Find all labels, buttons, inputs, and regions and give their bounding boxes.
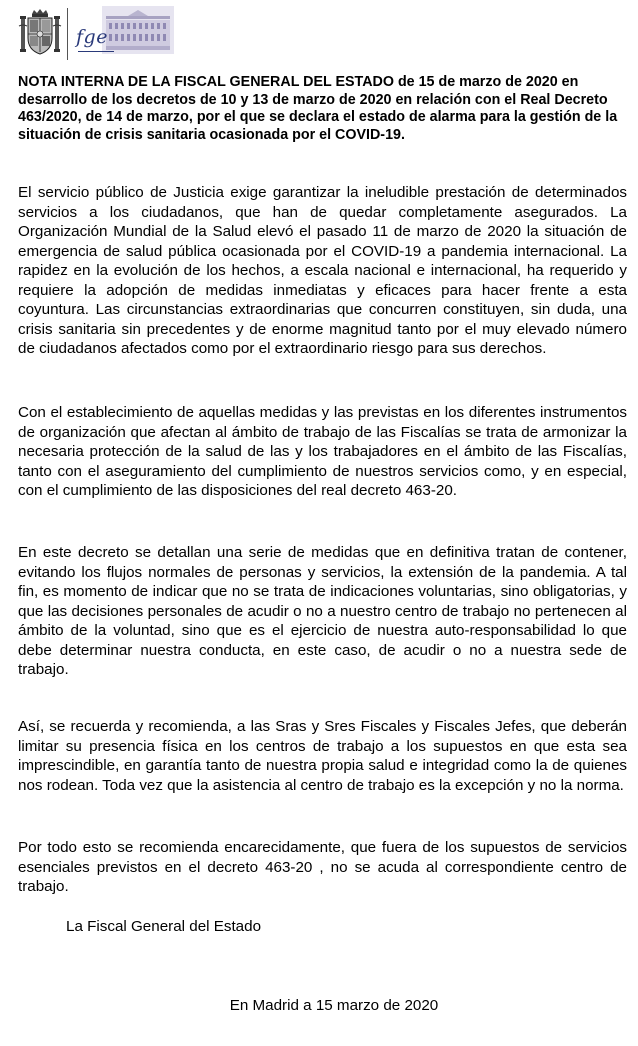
paragraph-1: El servicio público de Justicia exige garantizar la ineludible prestación de determinados servicios a los ciudadanos, que han de quedar completamente asegurados. La Organización Mundial de la Salud elevó el pasado 11 de marzo de 2020 la situación de emergencia de salud pública ocasionada por el COVID-19 a pandemia internacional. La rapidez en la evolución de los hechos, a escala nacional e internacional, ha requerido y requiere la adopción de medidas inmediatas y eficaces para hacer frente a esta coyuntura. Las circunstancias extraordinarias que concurren constituyen, sin duda, una crisis sanitaria sin precedentes y de enorme magnitud tanto por el muy elevado número de ciudadanos afectados como por el extraordinario riesgo para sus derechos.: [18, 184, 627, 357]
paragraph-3: En este decreto se detallan una serie de medidas que en definitiva tratan de contener, evitando los flujos normales de personas y servicios, la extensión de la pandemia. A tal fin, es momento de indicar que no se trata de indicaciones voluntarias, sino obligatorias, y que las decisiones personales de acudir o no a nuestro centro de trabajo no pertenecen al ámbito de la voluntad, sino que es el ejercicio de nuestra auto-responsabilidad lo que debe determinar nuestra conducta, en este caso, de acudir o no a nuestra sede de trabajo.: [18, 544, 627, 678]
paragraph-2: Con el establecimiento de aquellas medidas y las previstas en los diferentes instrumentos de organización que afectan al ámbito de trabajo de las Fiscalías se trata de armonizar la necesaria protección de la salud de las y los trabajadores en el ámbito de las Fiscalías, tanto con el aseguramiento del cumplimiento de nuestros servicios como, y en especial, con el cumplimiento de las disposiciones del real decreto 463-20.: [18, 404, 627, 499]
fge-logo-text: fge: [76, 26, 108, 48]
document-title: NOTA INTERNA DE LA FISCAL GENERAL DEL ESTADO de 15 de marzo de 2020 en desarrollo de los decretos de 10 y 13 de marzo de 2020 en relación con el Real Decreto 463/2020, de 14 de marzo, por el que se declara el estado de alarma para la gestión de la situación de crisis sanitaria ocasionada por el COVID-19.: [18, 74, 618, 143]
fge-logo-underline: [78, 51, 114, 52]
fge-logo: [74, 6, 174, 60]
letterhead: [18, 6, 178, 62]
paragraph-4: Así, se recuerda y recomienda, a las Sras y Sres Fiscales y Fiscales Jefes, que deberán limitar su presencia física en los centros de trabajo a los supuestos en que esta sea imprescindible, en garantía tanto de nuestra propia salud e integridad como la de quienes nos rodean. Toda vez que la asistencia al centro de trabajo es la excepción y no la norma.: [18, 718, 627, 794]
header-divider: [67, 8, 68, 60]
paragraph-5: Por todo esto se recomienda encarecidamente, que fuera de los supuestos de servicios esenciales previstos en el decreto 463-20 , no se acuda al correspondiente centro de trabajo.: [18, 839, 627, 895]
building-icon: [102, 6, 174, 54]
coat-of-arms-icon: [18, 8, 62, 58]
signature: La Fiscal General del Estado: [66, 918, 262, 935]
date-line: En Madrid a 15 marzo de 2020: [229, 997, 439, 1014]
